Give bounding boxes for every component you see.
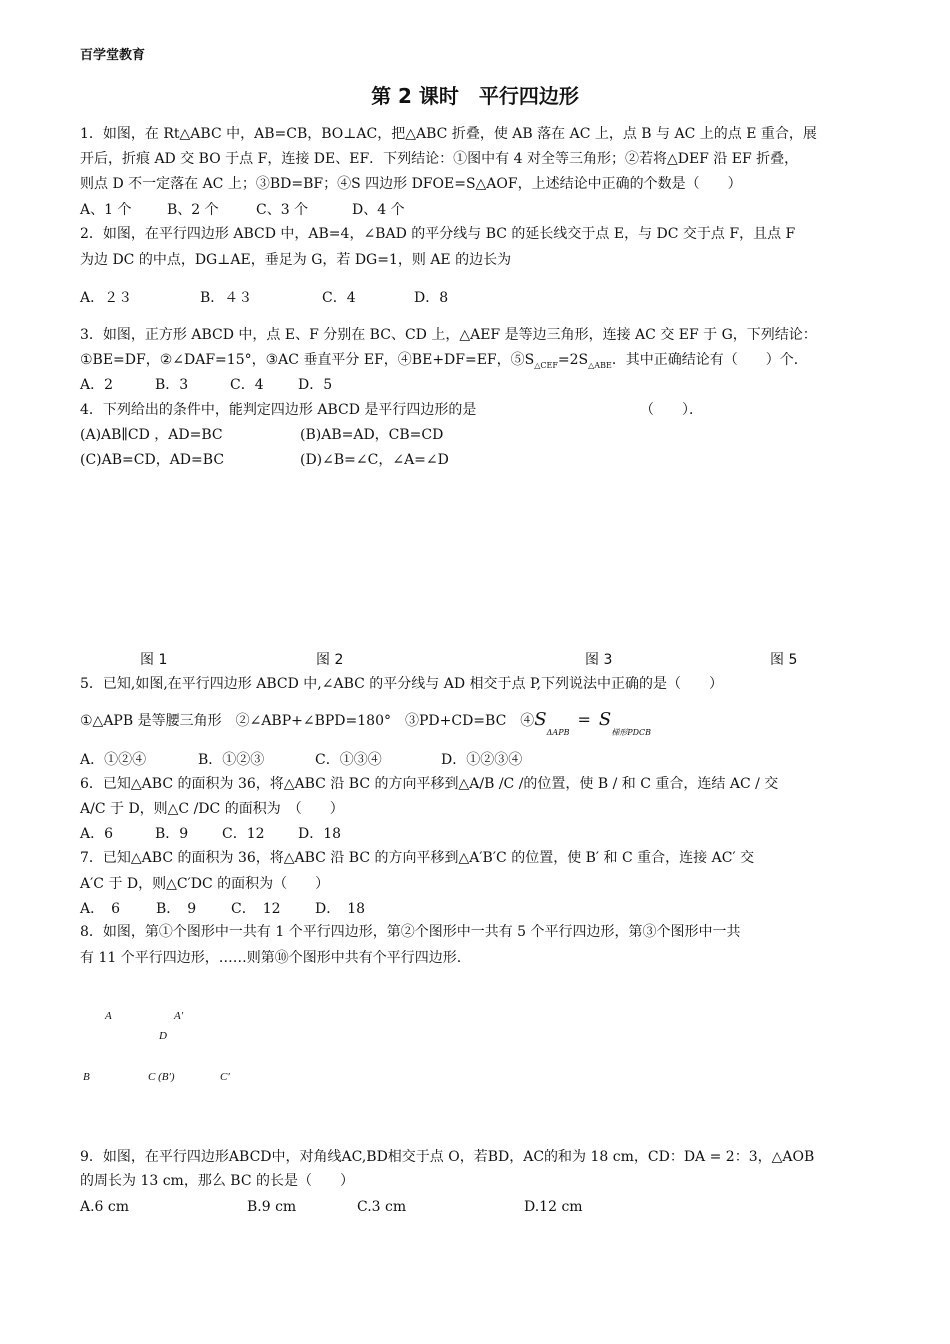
q5-line: 5．已知,如图,在平行四边形 ABCD 中,∠ABC 的平分线与 AD 相交于点 P,下列说法中正确的是（ ） (80, 676, 724, 692)
q8-line-1: 8．如图，第①个图形中一共有 1 个平行四边形，第②个图形中一共有 5 个平行四边形，第③个图形中一共 (80, 924, 741, 940)
q1-line-2: 开后，折痕 AD 交 BO 于点 F，连接 DE、EF．下列结论：①图中有 4 对全等三角形；②若将△DEF 沿 EF 折叠， (80, 151, 799, 167)
q2-option-d: D．8 (414, 290, 449, 306)
figure-point-a: A (105, 1010, 112, 1022)
q5-option-d: D．①②③④ (441, 752, 523, 768)
q1-option-a: A、1 个 (80, 202, 132, 218)
q2-line-2: 为边 DC 的中点，DG⊥AE，垂足为 G，若 DG=1，则 AE 的边长为 (80, 252, 512, 268)
q3-option-d: D．5 (298, 377, 333, 393)
q9-line-1: 9．如图，在平行四边形ABCD中，对角线AC,BD相交于点 O，若BD，AC的和为 18 cm，CD：DA = 2：3，△AOB (80, 1149, 815, 1165)
q6-option-a: A．6 (80, 826, 114, 842)
q7-option-a: A． 6 (80, 901, 121, 917)
q3-option-b: B．3 (155, 377, 189, 393)
figure-point-a-prime: A′ (174, 1010, 184, 1022)
q1-option-b: B、2 个 (167, 202, 219, 218)
q5-option-b: B．①②③ (198, 752, 265, 768)
q2-option-c: C．4 (322, 290, 356, 306)
figure-point-b: B (83, 1071, 90, 1083)
figure-1-caption: 图 1 (140, 652, 168, 668)
q6-line-2: A/C 于 D，则△C /DC 的面积为 （ ） (80, 801, 344, 817)
q7-line-2: A′C 于 D，则△C′DC 的面积为（ ） (80, 876, 330, 892)
q5-s2-sub: 梯形PDCB (611, 727, 652, 737)
q3-line-2-sub-2: △ABE (588, 360, 612, 370)
q6-option-c: C．12 (222, 826, 265, 842)
q4-option-d: (D)∠B=∠C，∠A=∠D (300, 452, 449, 468)
q9-option-a: A.6 cm (80, 1199, 130, 1215)
page-header: 百学堂教育 (80, 48, 146, 63)
q7-option-b: B． 9 (156, 901, 197, 917)
figure-point-c-prime: C′ (220, 1071, 230, 1083)
q3-option-a: A．2 (80, 377, 114, 393)
q4-option-a: (A)AB∥CD ，AD=BC (80, 427, 223, 443)
q3-line-2 (80, 350, 808, 376)
q4-option-b: (B)AB=AD，CB=CD (300, 427, 444, 443)
q9-line-2: 的周长为 13 cm，那么 BC 的长是（ ） (80, 1173, 354, 1189)
q7-line-1: 7．已知△ABC 的面积为 36，将△ABC 沿 BC 的方向平移到△A′B′C 的位置，使 B′ 和 C 重合，连接 AC′ 交 (80, 850, 755, 866)
q3-line-2-sub-1: △CEF (534, 360, 558, 370)
q6-option-b: B．9 (155, 826, 189, 842)
q7-option-d: D． 18 (315, 901, 366, 917)
q6-line-1: 6．已知△ABC 的面积为 36，将△ABC 沿 BC 的方向平移到△A/B /C /的位置，使 B / 和 C 重合，连结 AC / 交 (80, 776, 779, 792)
q5-statements-text: ①△APB 是等腰三角形 ②∠ABP+∠BPD=180° ③PD+CD=BC ④ (80, 713, 535, 729)
q1-option-d: D、4 个 (352, 202, 405, 218)
q5-s1: S (534, 709, 547, 730)
q5-s1-sub: ΔAPB (546, 727, 570, 737)
q9-option-d: D.12 cm (524, 1199, 583, 1215)
q4-answer-blank: （ ）． (640, 402, 703, 418)
figure-3-caption: 图 3 (585, 652, 613, 668)
q1-line-1: 1．如图，在 Rt△ABC 中，AB=CB，BO⊥AC，把△ABC 折叠，使 AB 落在 AC 上，点 B 与 AC 上的点 E 重合，展 (80, 126, 817, 142)
q1-option-c: C、3 个 (256, 202, 309, 218)
q5-s2: S (598, 709, 612, 730)
q3-line-2-b: =2S (557, 352, 589, 368)
q9-option-b: B.9 cm (247, 1199, 297, 1215)
q3-option-c: C．4 (230, 377, 264, 393)
q5-equals: = (577, 710, 591, 729)
q2-option-b: B．４３ (200, 290, 253, 306)
figure-point-d: D (159, 1030, 167, 1042)
q6-option-d: D．18 (298, 826, 342, 842)
figure-point-c-b-prime: C (B′) (148, 1071, 175, 1083)
figure-2-caption: 图 2 (316, 652, 344, 668)
q4-option-c: (C)AB=CD，AD=BC (80, 452, 225, 468)
q5-option-c: C．①③④ (315, 752, 382, 768)
figure-5-caption: 图 5 (770, 652, 798, 668)
page-title: 第 2 课时 平行四边形 (371, 84, 579, 108)
q5-statements (80, 710, 651, 737)
q2-option-a: A．２３ (80, 290, 133, 306)
q3-line-2-a: ①BE=DF，②∠DAF=15°，③AC 垂直平分 EF，④BE+DF=EF，⑤S (80, 352, 535, 368)
q9-option-c: C.3 cm (357, 1199, 407, 1215)
q8-line-2: 有 11 个平行四边形，……则第⑩个图形中共有个平行四边形. (80, 950, 462, 966)
q2-line-1: 2．如图，在平行四边形 ABCD 中，AB=4，∠BAD 的平分线与 BC 的延长线交于点 E，与 DC 交于点 F，且点 F (80, 226, 796, 242)
q7-option-c: C． 12 (231, 901, 281, 917)
q1-line-3: 则点 D 不一定落在 AC 上；③BD=BF；④S 四边形 DFOE=S△AOF，上述结论中正确的个数是（ ） (80, 176, 742, 192)
q4-line: 4．下列给出的条件中，能判定四边形 ABCD 是平行四边形的是 (80, 402, 477, 418)
q5-option-a: A．①②④ (80, 752, 147, 768)
q3-line-2-c: ．其中正确结论有（ ）个． (611, 352, 808, 368)
q3-line-1: 3．如图，正方形 ABCD 中，点 E、F 分别在 BC、CD 上，△AEF 是等边三角形，连接 AC 交 EF 于 G，下列结论： (80, 327, 817, 343)
